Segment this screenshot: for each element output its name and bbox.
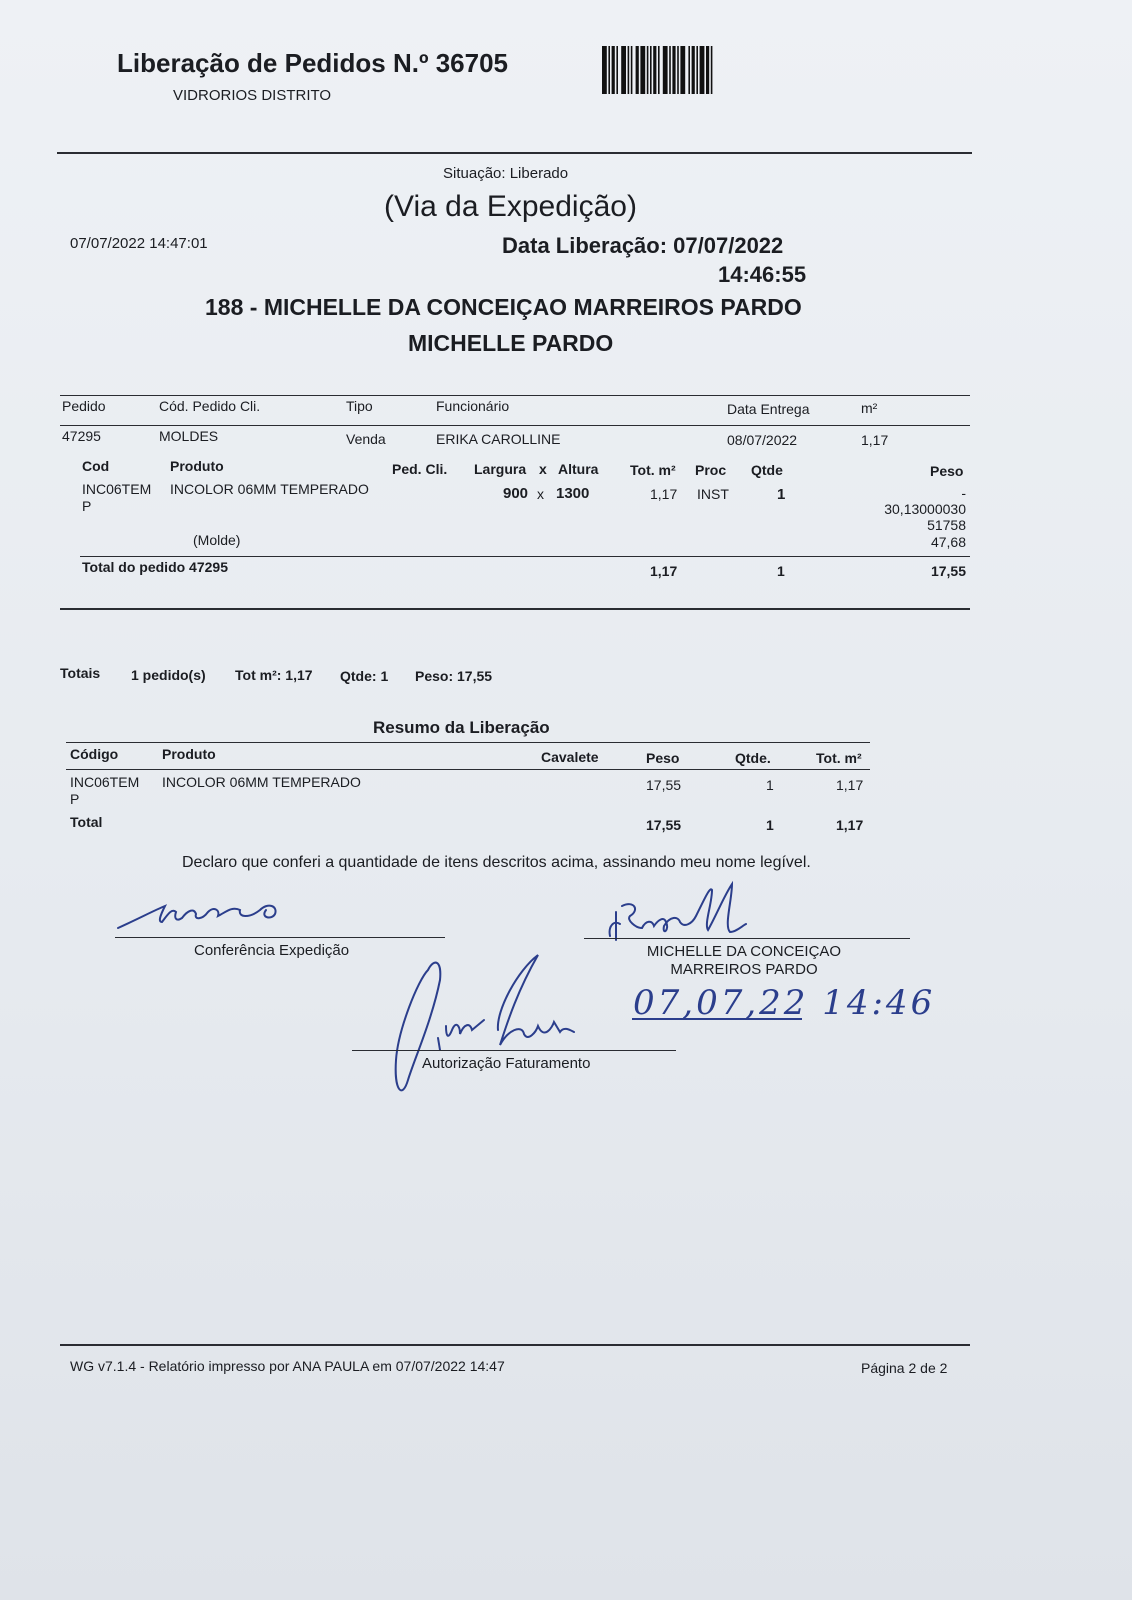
resumo-title: Resumo da Liberação [373, 718, 550, 737]
client-signature-line [584, 938, 910, 939]
autorizacao-signature-line [352, 1050, 676, 1051]
resumo-header-codigo: Código [70, 746, 119, 762]
order-funcionario: ERIKA CAROLLINE [436, 431, 561, 447]
item-cod: INC06TEM [82, 481, 152, 497]
item-tot-m2: 1,17 [650, 486, 678, 502]
totais-qtde: Qtde: 1 [340, 668, 389, 684]
item-header-produto: Produto [170, 458, 224, 474]
order-data-entrega: 08/07/2022 [727, 432, 798, 448]
autorizacao-signature [388, 950, 628, 1105]
totais-pedidos: 1 pedido(s) [131, 667, 206, 683]
item-largura: 900 [503, 485, 529, 502]
totais-label: Totais [60, 665, 101, 681]
barcode-bar [647, 46, 649, 94]
item-produto: INCOLOR 06MM TEMPERADO [170, 481, 369, 497]
barcode-bar [612, 46, 615, 94]
barcode-bar [621, 46, 626, 94]
order-total-rule [80, 556, 970, 557]
company-name: VIDRORIOS DISTRITO [173, 87, 332, 104]
situacao-status: Situação: Liberado [443, 165, 569, 182]
item-header-ped-cli: Ped. Cli. [392, 461, 448, 477]
resumo-header-qtde: Qtde. [735, 750, 771, 766]
data-liberacao-time: 14:46:55 [718, 262, 807, 287]
resumo-header-peso: Peso [646, 750, 680, 766]
order-total-qtde: 1 [777, 563, 785, 579]
barcode-bar [602, 46, 607, 94]
footer-printed-by: WG v7.1.4 - Relatório impresso por ANA PAULA em 07/07/2022 14:47 [70, 1358, 505, 1374]
client-name: 188 - MICHELLE DA CONCEIÇAO MARREIROS PARDO [205, 294, 802, 320]
item-header-peso: Peso [930, 463, 964, 479]
resumo-header-tot-m2: Tot. m² [816, 750, 862, 766]
col-header-funcionario: Funcionário [436, 398, 510, 414]
footer-rule [60, 1344, 970, 1346]
item-header-tot-m2: Tot. m² [630, 462, 676, 478]
barcode-bar [680, 46, 685, 94]
totais-peso: Peso: 17,55 [415, 668, 493, 684]
resumo-total-tot-m2: 1,17 [836, 817, 864, 833]
order-table-header-rule [60, 425, 970, 426]
resumo-produto: INCOLOR 06MM TEMPERADO [162, 774, 361, 790]
col-header-tipo: Tipo [346, 398, 373, 414]
resumo-total-peso: 17,55 [646, 817, 682, 833]
barcode-bar [640, 46, 645, 94]
resumo-header-rule [66, 769, 870, 770]
item-note: (Molde) [193, 532, 241, 548]
barcode-bar [700, 46, 705, 94]
item-cod-cont: P [82, 498, 92, 514]
barcode-bar [672, 46, 675, 94]
item-qtde: 1 [777, 486, 786, 503]
item-proc: INST [697, 486, 729, 502]
resumo-codigo-cont: P [70, 791, 80, 807]
order-m2: 1,17 [861, 432, 889, 448]
barcode-bar [628, 46, 630, 94]
document-title: Liberação de Pedidos N.º 36705 [117, 48, 508, 78]
order-total-tot-m2: 1,17 [650, 563, 678, 579]
resumo-top-rule [66, 742, 870, 743]
resumo-total-qtde: 1 [766, 817, 774, 833]
item-peso-dash: - [961, 485, 966, 501]
resumo-total-label: Total [70, 814, 103, 830]
col-header-data-entrega: Data Entrega [727, 401, 810, 417]
totais-tot-m2: Tot m²: 1,17 [235, 667, 313, 683]
item-peso-2: 51758 [927, 517, 966, 533]
order-total-peso: 17,55 [930, 563, 966, 579]
barcode-bar [650, 46, 652, 94]
barcode-bar [616, 46, 618, 94]
header-divider [57, 152, 972, 154]
item-altura: 1300 [556, 485, 590, 502]
declaration-text: Declaro que conferi a quantidade de itens descritos acima, assinando meu nome legível. [182, 854, 811, 871]
col-header-cod-pedido-cli: Cód. Pedido Cli. [159, 398, 261, 414]
conferencia-signature [110, 888, 310, 938]
autorizacao-label: Autorização Faturamento [422, 1055, 591, 1072]
item-header-cod: Cod [82, 458, 110, 474]
order-pedido: 47295 [62, 428, 101, 444]
item-peso-3: 47,68 [930, 534, 966, 550]
data-liberacao: Data Liberação: 07/07/2022 [502, 233, 784, 258]
barcode-bar [631, 46, 633, 94]
barcode-bar [688, 46, 690, 94]
item-header-largura: Largura [474, 461, 527, 477]
barcode-bar [608, 46, 610, 94]
barcode-bar [677, 46, 679, 94]
barcode-bar [696, 46, 698, 94]
resumo-tot-m2: 1,17 [836, 777, 864, 793]
col-header-m2: m² [861, 400, 878, 416]
item-peso-1: 30,13000030 [884, 501, 966, 517]
handwritten-date-underline [630, 1016, 810, 1022]
print-datetime: 07/07/2022 14:47:01 [70, 235, 208, 252]
client-signature-name-1: MICHELLE DA CONCEIÇAO [646, 943, 842, 960]
item-header-altura: Altura [558, 461, 599, 477]
item-header-qtde: Qtde [751, 462, 783, 478]
item-header-x: x [539, 461, 547, 477]
via-label: (Via da Expedição) [384, 190, 637, 223]
resumo-qtde: 1 [766, 777, 774, 793]
barcode-bar [669, 46, 671, 94]
order-total-label: Total do pedido 47295 [82, 559, 228, 575]
resumo-header-cavalete: Cavalete [541, 749, 599, 765]
barcode-bar [711, 46, 713, 94]
conferencia-label: Conferência Expedição [194, 942, 350, 959]
col-header-pedido: Pedido [62, 398, 106, 414]
order-cod-pedido-cli: MOLDES [159, 428, 219, 444]
order-tipo: Venda [346, 431, 386, 447]
footer-page-number: Página 2 de 2 [861, 1360, 948, 1376]
resumo-codigo: INC06TEM [70, 774, 140, 790]
barcode-bar [663, 46, 668, 94]
item-x: x [537, 486, 544, 502]
barcode-bar [658, 46, 660, 94]
client-short-name: MICHELLE PARDO [408, 330, 614, 356]
order-block-bottom-rule [60, 608, 970, 610]
barcode-bar [636, 46, 639, 94]
handwritten-date: 07,07,22 14:46 [633, 983, 936, 1023]
barcode-bar [692, 46, 695, 94]
barcode-bar [706, 46, 709, 94]
barcode [600, 46, 762, 96]
resumo-header-produto: Produto [162, 746, 216, 762]
order-table-top-rule [60, 395, 970, 396]
client-signature-name-2: MARREIROS PARDO [670, 961, 818, 978]
barcode-bar [653, 46, 656, 94]
resumo-peso: 17,55 [646, 777, 682, 793]
conferencia-signature-line [115, 937, 445, 938]
item-header-proc: Proc [695, 462, 727, 478]
client-signature [600, 876, 800, 946]
